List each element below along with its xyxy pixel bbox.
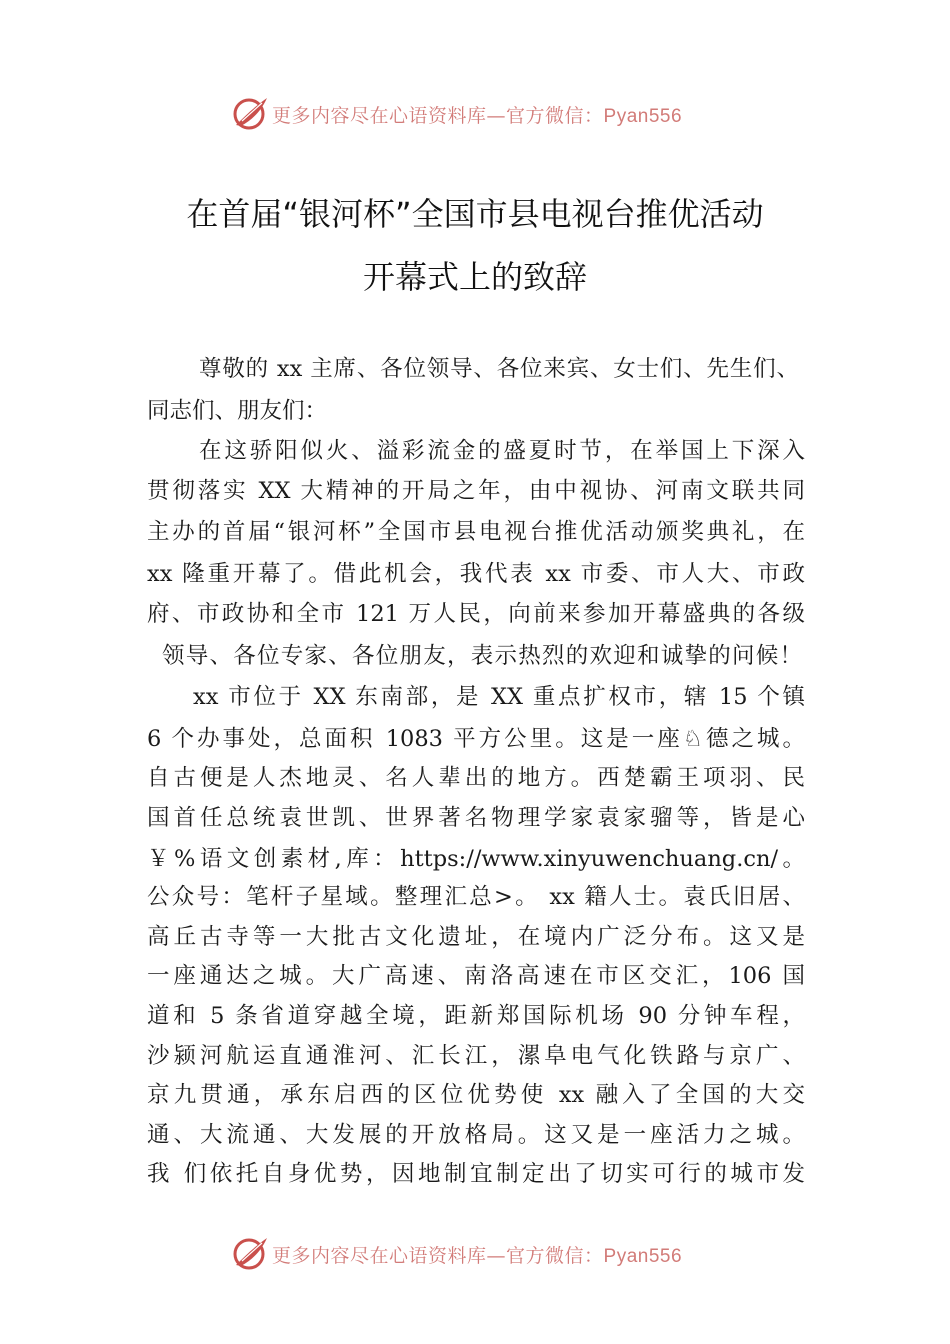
body-line-11: 自古便是人杰地灵、名人辈出的地方。西楚霸王项羽、民 [147, 765, 805, 791]
header-banner [0, 93, 950, 133]
body-line-10: 6 个办事处，总面积 1083 平方公里。这是一座♘德之城。 [147, 726, 805, 752]
body-line-5: 主办的首届“银河杯”全国市县电视台推优活动颁奖典礼，在 [147, 519, 805, 545]
body-line-18: 沙颍河航运直通淮河、汇长江，漯阜电气化铁路与京广、 [147, 1043, 805, 1069]
banner-text: 更多内容尽在心语资料库—官方微信：Pyan556 [272, 105, 683, 127]
footer-banner [0, 1233, 950, 1273]
body-line-17: 道和 5 条省道穿越全境，距新郑国际机场 90 分钟车程， [147, 1003, 805, 1029]
body-line-14: 公众号：笔杆子星域。整理汇总>。 xx 籍人士。袁氏旧居、 [147, 884, 805, 910]
body-line-2: 同志们、朋友们： [147, 398, 328, 424]
page-title-line-1: 在首届“银河杯”全国市县电视台推优活动 [186, 195, 764, 233]
body-line-6: xx 隆重开幕了。借此机会，我代表 xx 市委、市人大、市政 [147, 561, 805, 587]
body-line-4: 贯彻落实 XX 大精神的开局之年，由中视协、河南文联共同 [147, 478, 805, 504]
body-line-9: xx 市位于 XX 东南部，是 XX 重点扩权市，辖 15 个镇 [193, 684, 805, 710]
body-line-3: 在这骄阳似火、溢彩流金的盛夏时节，在举国上下深入 [199, 438, 805, 464]
body-line-13: ￥%语文创素材,库：https://www.xinyuwenchuang.cn/。 [147, 846, 805, 872]
body-line-19: 京九贯通，承东启西的区位优势使 xx 融入了全国的大交 [147, 1082, 805, 1108]
body-line-1: 尊敬的 xx 主席、各位领导、各位来宾、女士们、先生们、 [199, 356, 799, 382]
page-title-line-2: 开幕式上的致辞 [362, 258, 587, 296]
banner-text: 更多内容尽在心语资料库—官方微信：Pyan556 [272, 1245, 683, 1267]
body-line-20: 通、大流通、大发展的开放格局。这又是一座活力之城。 [147, 1122, 805, 1148]
quill-logo-icon [232, 95, 270, 131]
body-line-12: 国首任总统袁世凯、世界著名物理学家袁家骝等，皆是心 [147, 805, 805, 831]
body-line-15: 高丘古寺等一大批古文化遗址，在境内广泛分布。这又是 [147, 924, 805, 950]
wechat-id: Pyan556 [603, 106, 683, 127]
body-line-8: 领导、各位专家、各位朋友，表示热烈的欢迎和诚挚的问候！ [162, 643, 802, 669]
body-line-7: 府、市政协和全市 121 万人民，向前来参加开幕盛典的各级 [147, 601, 805, 627]
body-line-16: 一座通达之城。大广高速、南洛高速在市区交汇，106 国 [147, 963, 805, 989]
body-line-21: 我 们依托自身优势，因地制宜制定出了切实可行的城市发 [147, 1161, 805, 1187]
quill-logo-icon [232, 1235, 270, 1271]
wechat-id: Pyan556 [603, 1246, 683, 1267]
